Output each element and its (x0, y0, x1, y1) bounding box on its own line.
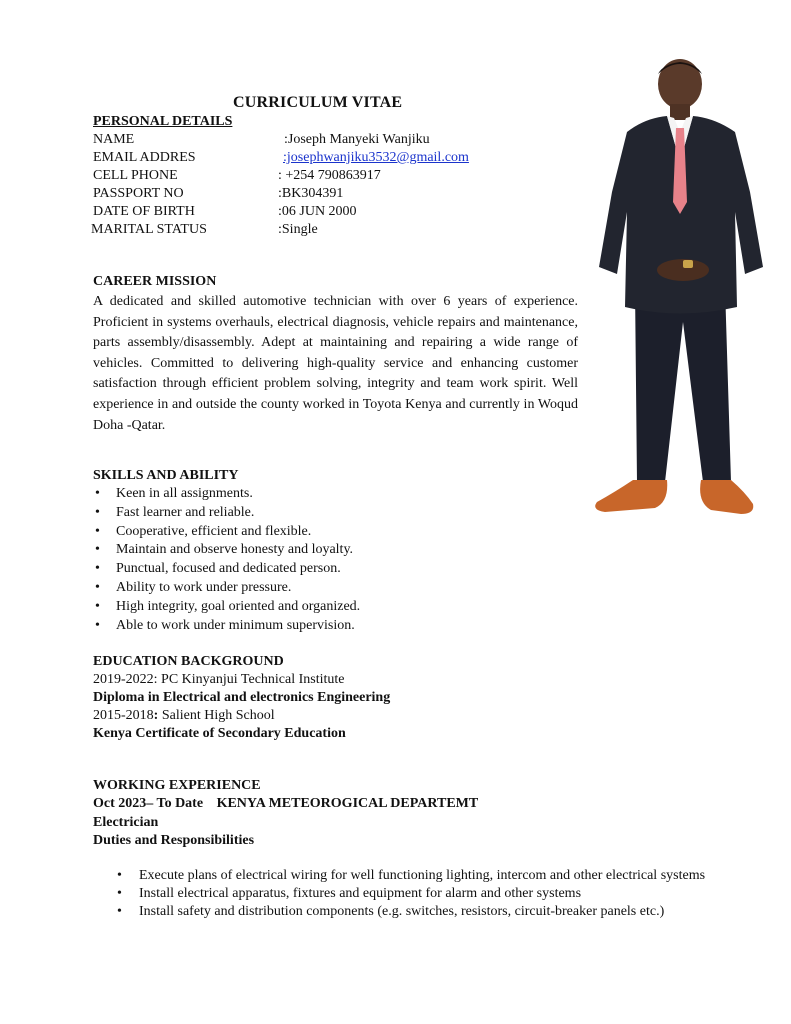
field-value: :06 JUN 2000 (278, 204, 357, 219)
education-heading: EDUCATION BACKGROUND (93, 654, 284, 669)
field-value: :Joseph Manyeki Wanjiku (284, 132, 430, 147)
field-label: MARITAL STATUS (91, 222, 207, 237)
trousers (635, 287, 731, 482)
work-period-line (93, 796, 478, 812)
list-item: • Keen in all assignments. (93, 485, 360, 504)
watch (683, 260, 693, 268)
field-label: CELL PHONE (93, 168, 178, 183)
list-item: • Punctual, focused and dedicated person. (93, 560, 360, 579)
skills-list (93, 485, 360, 635)
personal-row-marital (91, 222, 571, 240)
field-label: DATE OF BIRTH (93, 204, 195, 219)
field-label: EMAIL ADDRES (93, 150, 196, 165)
duties-list (117, 867, 707, 921)
list-item: • High integrity, goal oriented and organized. (93, 598, 360, 617)
field-label: NAME (93, 132, 135, 147)
career-mission-heading: CAREER MISSION (93, 274, 217, 289)
work-period: Oct 2023– To Date (93, 796, 204, 811)
work-role: Electrician (93, 815, 159, 830)
education-school: Salient High School (158, 708, 275, 723)
right-shoe (700, 480, 753, 514)
education-years: 2015-2018 (93, 708, 154, 723)
personal-row-passport (93, 186, 573, 204)
personal-row-phone (93, 168, 573, 186)
document-title: CURRICULUM VITAE (233, 94, 403, 111)
list-item: • Install safety and distribution components (e.g. switches, resistors, circuit-breaker panels etc.) (117, 903, 707, 921)
skills-heading: SKILLS AND ABILITY (93, 468, 239, 483)
profile-photo (585, 52, 780, 532)
duties-heading: Duties and Responsibilities (93, 833, 255, 848)
field-value: : +254 790863917 (278, 168, 381, 183)
neck (670, 104, 690, 120)
personal-row-name (93, 132, 573, 150)
list-item: • Able to work under minimum supervision. (93, 617, 360, 636)
education-qualification: Kenya Certificate of Secondary Education (93, 726, 346, 741)
list-item: • Cooperative, efficient and flexible. (93, 523, 360, 542)
head (658, 59, 702, 109)
education-line: 2019-2022: PC Kinyanjui Technical Institute (93, 672, 345, 687)
work-employer: KENYA METEOROGICAL DEPARTEMT (216, 796, 479, 811)
list-item: • Install electrical apparatus, fixtures and equipment for alarm and other systems (117, 885, 707, 903)
field-value: :Single (278, 222, 318, 237)
career-mission-text: A dedicated and skilled automotive technician with over 6 years of experience. Proficient in systems overhauls, electrical diagnosis, vehicle repairs and maintenance, parts assembly/disassembly. Adept at maintaining and repairing a wide range of vehicles. Committed to delivering high-quality service and enhancing customer satisfaction through efficient problem solving, integrity and team work spirit. Well experience in and outside the county worked in Toyota Kenya and currently in Woqud Doha -Qatar. (93, 294, 578, 433)
personal-details-heading: PERSONAL DETAILS (93, 114, 233, 129)
personal-row-dob (93, 204, 573, 222)
email-link[interactable]: :josephwanjiku3532@gmail.com (283, 150, 469, 165)
field-label: PASSPORT NO (93, 186, 184, 201)
personal-row-email (93, 150, 573, 168)
education-line (93, 708, 275, 724)
list-item: • Maintain and observe honesty and loyalty. (93, 541, 360, 560)
list-item: • Ability to work under pressure. (93, 579, 360, 598)
list-item: • Execute plans of electrical wiring for well functioning lighting, intercom and other electrical systems (117, 867, 707, 885)
education-qualification: Diploma in Electrical and electronics Engineering (93, 690, 391, 705)
work-heading: WORKING EXPERIENCE (93, 778, 261, 793)
field-value: :BK304391 (278, 186, 344, 201)
list-item: • Fast learner and reliable. (93, 504, 360, 523)
left-shoe (595, 480, 667, 512)
education-colon: : (153, 708, 159, 723)
